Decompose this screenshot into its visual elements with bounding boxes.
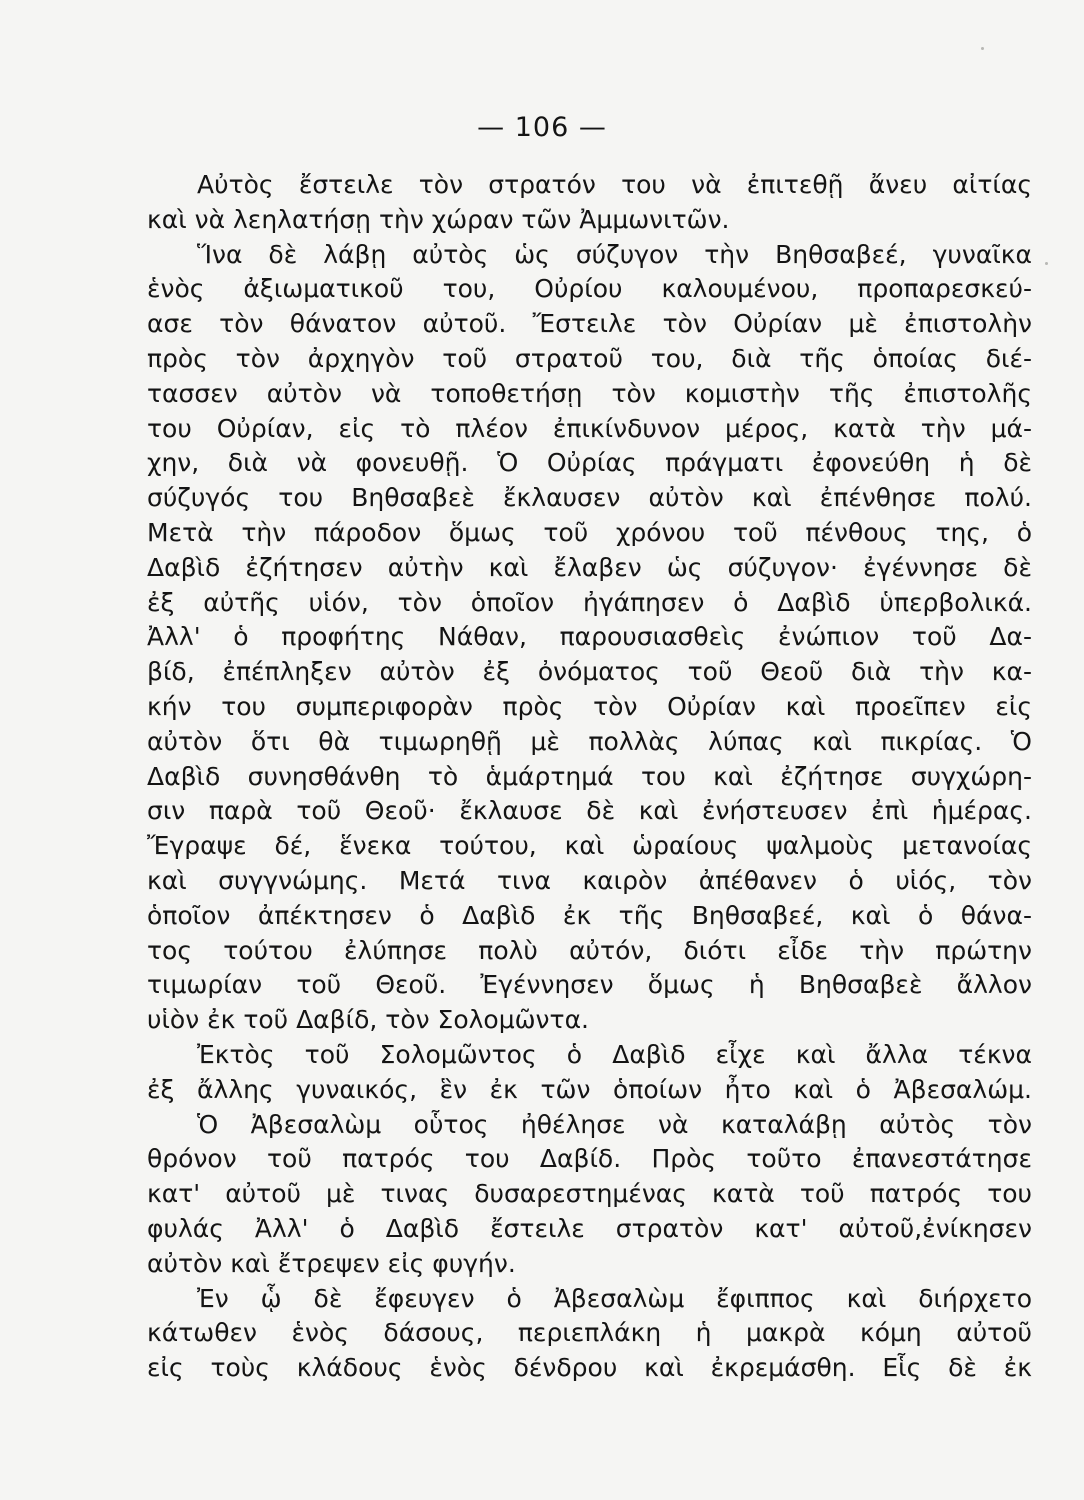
- text-line: σύζυγός του Βηθσαβεὲ ἔκλαυσεν αὐτὸν καὶ ἐπένθησε πολύ.: [147, 483, 1032, 513]
- text-line: ὁποῖον ἀπέκτησεν ὁ Δαβὶδ ἐκ τῆς Βηθσαβεέ, καὶ ὁ θάνα-: [147, 900, 1032, 930]
- text-line: ἐξ αὐτῆς υἱόν, τὸν ὁποῖον ἠγάπησεν ὁ Δαβὶδ ὑπερβολικά.: [147, 587, 1032, 617]
- text-line: αὐτὸν ὅτι θὰ τιμωρηθῇ μὲ πολλὰς λύπας καὶ πικρίας. Ὁ: [147, 726, 1032, 756]
- text-line: βίδ, ἐπέπληξεν αὐτὸν ἐξ ὀνόματος τοῦ Θεοῦ διὰ τὴν κα-: [147, 657, 1032, 687]
- paper-speck: [1045, 262, 1048, 265]
- text-line: χην, διὰ νὰ φονευθῇ. Ὁ Οὐρίας πράγματι ἐφονεύθη ἡ δὲ: [147, 448, 1032, 478]
- text-line: ασε τὸν θάνατον αὐτοῦ. Ἔστειλε τὸν Οὐρίαν μὲ ἐπιστολὴν: [147, 309, 1032, 339]
- text-line: ἐξ ἄλλης γυναικός, ἓν ἐκ τῶν ὁποίων ἦτο καὶ ὁ Ἀβεσαλώμ.: [147, 1074, 1032, 1104]
- text-line: πρὸς τὸν ἀρχηγὸν τοῦ στρατοῦ του, διὰ τῆς ὁποίας διέ-: [147, 343, 1032, 373]
- text-line: ἑνὸς ἀξιωματικοῦ του, Οὐρίου καλουμένου, προπαρεσκεύ-: [147, 274, 1032, 304]
- text-line: τιμωρίαν τοῦ Θεοῦ. Ἐγέννησεν ὅμως ἡ Βηθσαβεὲ ἄλλον: [147, 970, 1032, 1000]
- body-text: [147, 168, 1032, 1386]
- text-line: σιν παρὰ τοῦ Θεοῦ· ἔκλαυσε δὲ καὶ ἐνήστευσεν ἐπὶ ἡμέρας.: [147, 796, 1032, 826]
- text-line: κατ' αὐτοῦ μὲ τινας δυσαρεστημένας κατὰ τοῦ πατρός του: [147, 1179, 1032, 1209]
- text-line: Ἀλλ' ὁ προφήτης Νάθαν, παρουσιασθεὶς ἐνώπιον τοῦ Δα-: [147, 622, 1032, 652]
- text-line: Ἔγραψε δέ, ἕνεκα τούτου, καὶ ὡραίους ψαλμοὺς μετανοίας: [147, 831, 1032, 861]
- text-line: κάτωθεν ἑνὸς δάσους, περιεπλάκη ἡ μακρὰ κόμη αὐτοῦ: [147, 1318, 1032, 1348]
- text-line: του Οὐρίαν, εἰς τὸ πλέον ἐπικίνδυνον μέρος, κατὰ τὴν μά-: [147, 413, 1032, 443]
- text-line: εἰς τοὺς κλάδους ἑνὸς δένδρου καὶ ἐκρεμάσθη. Εἷς δὲ ἐκ: [147, 1353, 1032, 1383]
- text-line: Ἵνα δὲ λάβῃ αὐτὸς ὡς σύζυγον τὴν Βηθσαβεέ, γυναῖκα: [197, 239, 1032, 269]
- text-line: Ἐν ᾧ δὲ ἔφευγεν ὁ Ἀβεσαλὼμ ἔφιππος καὶ διήρχετο: [197, 1283, 1032, 1313]
- text-line: Αὐτὸς ἔστειλε τὸν στρατόν του νὰ ἐπιτεθῇ ἄνευ αἰτίας: [197, 170, 1032, 199]
- text-line: Δαβὶδ συνησθάνθη τὸ ἁμάρτημά του καὶ ἐζήτησε συγχώρη-: [147, 761, 1032, 791]
- text-line: κήν του συμπεριφορὰν πρὸς τὸν Οὐρίαν καὶ προεῖπεν εἰς: [147, 691, 1032, 721]
- text-line: Ὁ Ἀβεσαλὼμ οὗτος ἠθέλησε νὰ καταλάβῃ αὐτὸς τὸν: [197, 1109, 1032, 1139]
- text-line: φυλάς Ἀλλ' ὁ Δαβὶδ ἔστειλε στρατὸν κατ' αὐτοῦ,ἐνίκησεν: [147, 1213, 1032, 1243]
- text-line: υἱὸν ἐκ τοῦ Δαβίδ, τὸν Σολομῶντα.: [147, 1005, 589, 1035]
- text-line: καὶ νὰ λεηλατήσῃ τὴν χώραν τῶν Ἀμμωνιτῶν.: [147, 204, 730, 234]
- text-line: Δαβὶδ ἐζήτησεν αὐτὴν καὶ ἔλαβεν ὡς σύζυγον· ἐγέννησε δὲ: [147, 552, 1032, 582]
- text-line: Ἐκτὸς τοῦ Σολομῶντος ὁ Δαβὶδ εἶχε καὶ ἄλλα τέκνα: [197, 1039, 1032, 1069]
- text-line: θρόνον τοῦ πατρός του Δαβίδ. Πρὸς τοῦτο ἐπανεστάτησε: [147, 1144, 1032, 1174]
- text-line: τος τούτου ἐλύπησε πολὺ αὐτόν, διότι εἶδε τὴν πρώτην: [147, 935, 1032, 965]
- text-line: αὐτὸν καὶ ἔτρεψεν εἰς φυγήν.: [147, 1248, 516, 1278]
- text-line: Μετὰ τὴν πάροδον ὅμως τοῦ χρόνου τοῦ πένθους της, ὁ: [147, 517, 1032, 547]
- text-line: καὶ συγγνώμης. Μετά τινα καιρὸν ἀπέθανεν ὁ υἱός, τὸν: [147, 865, 1032, 895]
- page-number: — 106 —: [477, 112, 607, 143]
- paper-speck: [981, 47, 984, 50]
- text-line: τασσεν αὐτὸν νὰ τοποθετήσῃ τὸν κομιστὴν τῆς ἐπιστολῆς: [147, 378, 1032, 408]
